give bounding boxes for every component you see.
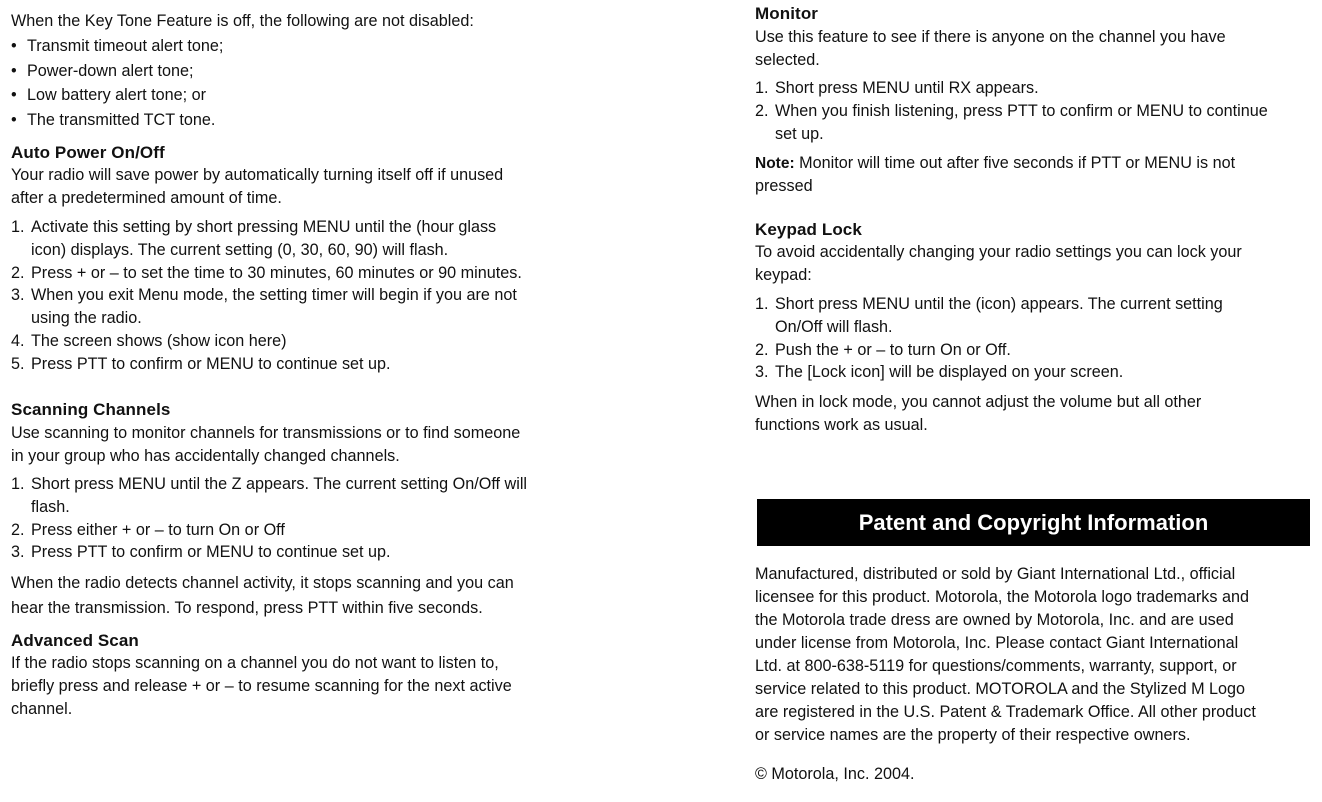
paragraph-line: briefly press and release + or – to resume scanning for the next active xyxy=(11,677,512,695)
scanning-description xyxy=(11,422,520,468)
paragraph-line: When the radio detects channel activity, it stops scanning and you can xyxy=(11,574,514,592)
paragraph-line: Manufactured, distributed or sold by Giant International Ltd., official xyxy=(755,565,1236,583)
paragraph-line: Your radio will save power by automatically turning itself off if unused xyxy=(11,166,504,184)
paragraph-line: service related to this product. MOTOROLA and the Stylized M Logo xyxy=(755,680,1246,698)
list-item: 2. Press either + or – to turn On or Off xyxy=(11,520,285,539)
list-item: 3. The [Lock icon] will be displayed on your screen. xyxy=(755,363,1124,382)
monitor-note xyxy=(755,152,1235,198)
paragraph-line: channel. xyxy=(11,700,73,718)
list-item: 1. Short press MENU until the (icon) appears. The current setting On/Off will flash. xyxy=(755,295,1223,336)
paragraph-line: licensee for this product. Motorola, the Motorola logo trademarks and xyxy=(755,588,1249,606)
list-item: • The transmitted TCT tone. xyxy=(11,110,216,129)
note-text: pressed xyxy=(755,177,813,195)
auto-power-heading: Auto Power On/Off xyxy=(11,143,165,162)
paragraph-line: the Motorola trade dress are owned by Motorola, Inc. and are used xyxy=(755,611,1234,629)
paragraph-line: If the radio stops scanning on a channel you do not want to listen to, xyxy=(11,654,499,672)
list-item: 2. Press + or – to set the time to 30 minutes, 60 minutes or 90 minutes. xyxy=(11,263,522,282)
paragraph-line: after a predetermined amount of time. xyxy=(11,189,282,207)
auto-power-description xyxy=(11,164,503,210)
auto-power-steps xyxy=(11,216,522,376)
copyright-line: © Motorola, Inc. 2004. xyxy=(755,765,915,784)
list-item: • Low battery alert tone; or xyxy=(11,86,207,104)
paragraph-line: When in lock mode, you cannot adjust the volume but all other xyxy=(755,393,1202,411)
list-item: • Transmit timeout alert tone; xyxy=(11,37,224,55)
paragraph-line: selected. xyxy=(755,51,820,69)
list-item: 3. Press PTT to confirm or MENU to continue set up. xyxy=(11,543,391,562)
list-item: 3. When you exit Menu mode, the setting timer will begin if you are not using the radio. xyxy=(11,286,517,328)
patent-section-banner xyxy=(757,499,1310,546)
list-item: 1. Activate this setting by short pressing MENU until the (hour glass icon) displays. The current setting (0, 30, 60, 90) will flash. xyxy=(11,218,497,259)
keypad-lock-heading: Keypad Lock xyxy=(755,220,862,239)
key-tone-intro: When the Key Tone Feature is off, the following are not disabled: xyxy=(11,12,474,30)
key-tone-bullet-list xyxy=(11,34,223,132)
paragraph-line: under license from Motorola, Inc. Please contact Giant International xyxy=(755,634,1239,652)
list-item: 1. Short press MENU until the Z appears. The current setting On/Off will flash. xyxy=(11,475,528,516)
paragraph-line: are registered in the U.S. Patent & Trademark Office. All other product xyxy=(755,703,1256,721)
list-item: 1. Short press MENU until RX appears. xyxy=(755,79,1039,97)
list-item: • Power-down alert tone; xyxy=(11,61,194,80)
note-text: Monitor will time out after five seconds if PTT or MENU is not xyxy=(794,154,1236,172)
paragraph-line: keypad: xyxy=(755,266,812,284)
advanced-scan-description xyxy=(11,652,512,721)
paragraph-line: To avoid accidentally changing your radio settings you can lock your xyxy=(755,243,1242,261)
advanced-scan-heading: Advanced Scan xyxy=(11,631,139,650)
keypad-lock-after-text xyxy=(755,391,1201,437)
list-item: 2. Push the + or – to turn On or Off. xyxy=(755,340,1011,359)
paragraph-line: or service names are the property of their respective owners. xyxy=(755,726,1191,744)
paragraph-line: Ltd. at 800-638-5119 for questions/comments, warranty, support, or xyxy=(755,657,1237,675)
list-item: 2. When you finish listening, press PTT to confirm or MENU to continue set up. xyxy=(755,101,1268,143)
paragraph-line: Use this feature to see if there is anyone on the channel you have xyxy=(755,28,1226,46)
monitor-heading: Monitor xyxy=(755,4,819,23)
note-label: Note: xyxy=(755,155,795,172)
list-item: 5. Press PTT to confirm or MENU to continue set up. xyxy=(11,354,391,373)
scanning-heading: Scanning Channels xyxy=(11,400,171,419)
paragraph-line: functions work as usual. xyxy=(755,416,928,434)
paragraph-line: in your group who has accidentally changed channels. xyxy=(11,447,400,465)
scanning-after-text xyxy=(11,571,514,621)
paragraph-line: hear the transmission. To respond, press PTT within five seconds. xyxy=(11,599,483,617)
keypad-lock-steps xyxy=(755,293,1223,384)
scanning-steps xyxy=(11,473,527,564)
patent-heading: Patent and Copyright Information xyxy=(858,509,1209,535)
list-item: 4. The screen shows (show icon here) xyxy=(11,331,287,350)
monitor-description xyxy=(755,26,1226,72)
monitor-steps xyxy=(755,77,1268,145)
paragraph-line: Use scanning to monitor channels for transmissions or to find someone xyxy=(11,424,521,442)
patent-body xyxy=(755,563,1256,802)
keypad-lock-description xyxy=(755,241,1242,287)
